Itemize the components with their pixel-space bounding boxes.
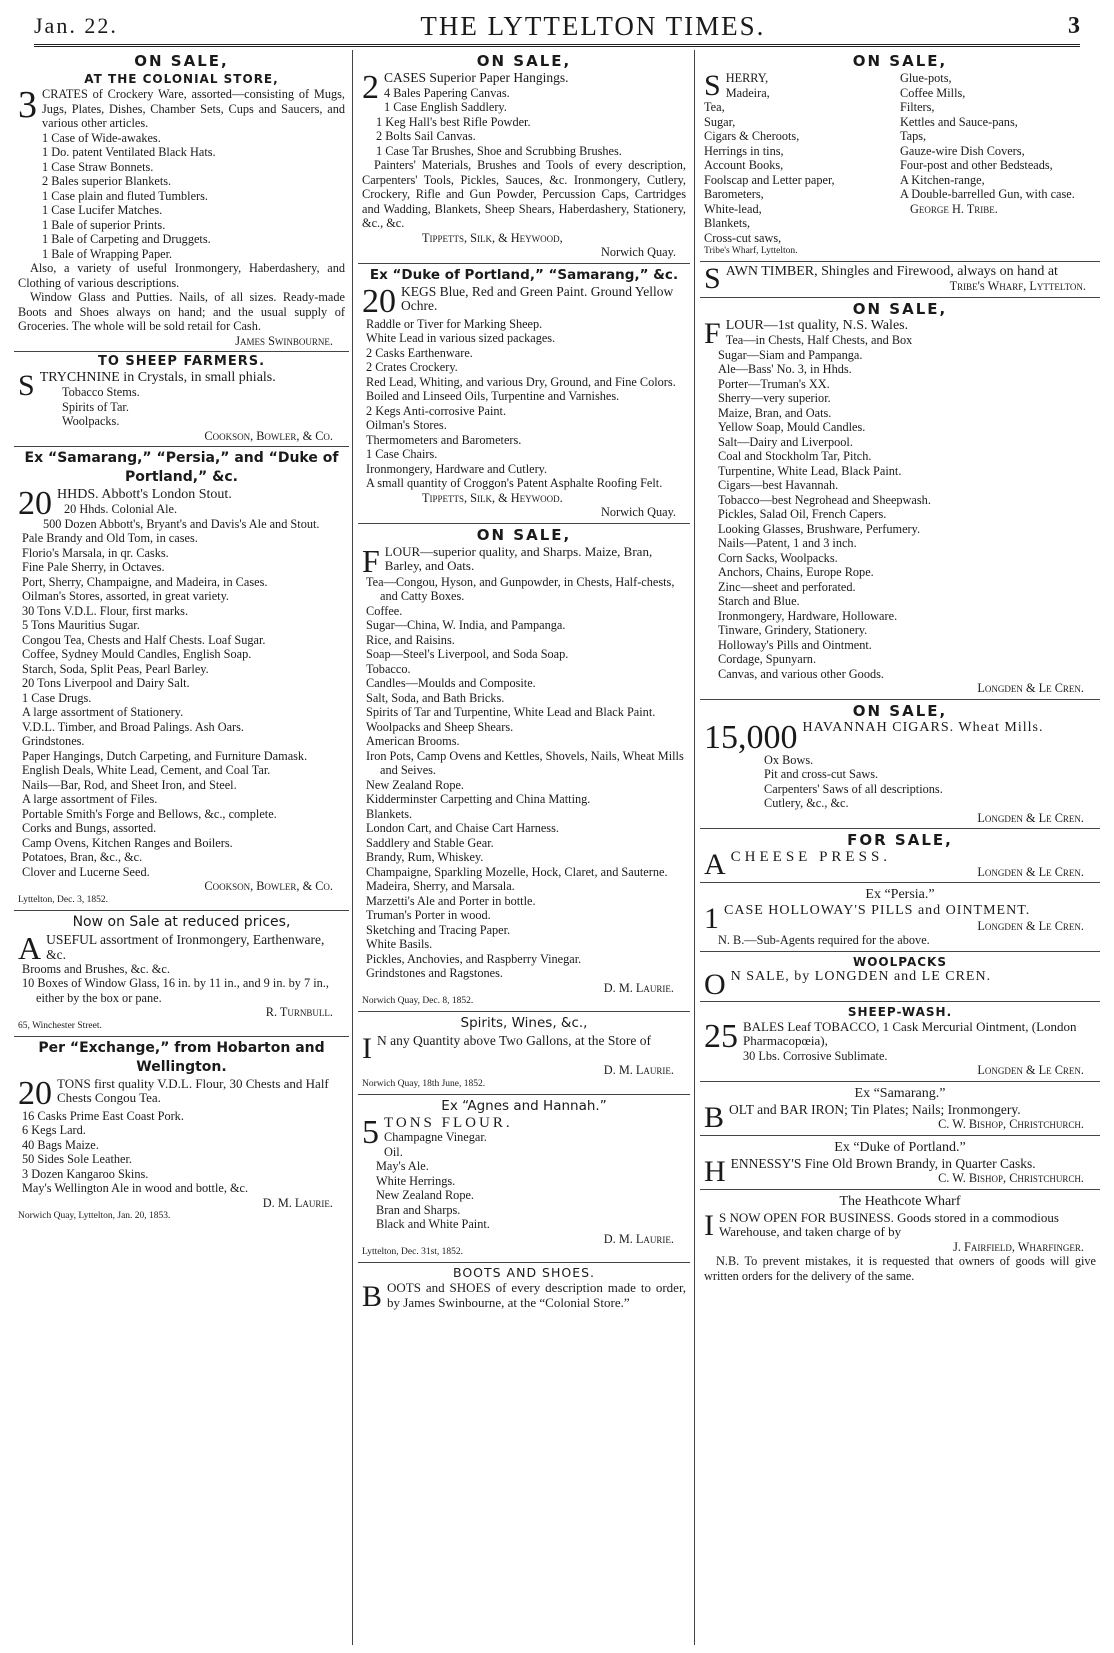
list-item: Port, Sherry, Champaigne, and Madeira, in Cases.: [22, 574, 268, 589]
list-item: 30 Lbs. Corrosive Sublimate.: [743, 1048, 888, 1063]
ad-heading: TO SHEEP FARMERS.: [97, 354, 266, 369]
drop-cap: F: [704, 316, 721, 350]
drop-cap: A: [18, 929, 42, 966]
drop-cap: 20: [18, 485, 52, 522]
ad-signature: Tippetts, Silk, & Heywood,: [422, 230, 563, 245]
ad-dateline: Norwich Quay, Lyttelton, Jan. 20, 1853.: [18, 1211, 171, 1221]
list-item: 2 Casks Earthenware.: [366, 345, 473, 360]
list-item: Fine Pale Sherry, in Octaves.: [22, 560, 165, 574]
list-item: Truman's Porter in wood.: [366, 908, 491, 922]
list-item: Carpenters' Saws of all descriptions.: [764, 781, 943, 796]
list-item: HERRY,: [725, 71, 769, 85]
ad-signature: J. Fairfield, Wharfinger.: [953, 1239, 1084, 1254]
ad-heading: Now on Sale at reduced prices,: [72, 913, 291, 930]
advert-cigars: [700, 700, 1100, 830]
column-2: [358, 50, 690, 1645]
list-item: 1 Case plain and fluted Tumblers.: [42, 188, 208, 203]
list-item: Tobacco.: [366, 661, 411, 676]
ad-heading: Ex “Samarang,” “Persia,” and “Duke of Portland,” &c.: [24, 450, 339, 485]
list-item: Foolscap and Letter paper,: [704, 172, 835, 187]
list-item: Iron Pots, Camp Ovens and Kettles, Shovels, Nails, Wheat Mills and Seives.: [366, 748, 684, 777]
item-list: [704, 753, 1096, 811]
advert-woolpacks: [700, 952, 1100, 1002]
ad-intro: ENNESSY'S Fine Old Brown Brandy, in Quarter Casks.: [730, 1155, 1036, 1171]
list-item: Looking Glasses, Brushware, Perfumery.: [718, 521, 921, 536]
list-item: Congou Tea, Chests and Half Chests. Loaf Sugar.: [22, 632, 266, 647]
ad-heading: ON SALE,: [476, 525, 572, 544]
list-item: 6 Kegs Lard.: [22, 1123, 86, 1137]
ad-heading: ON SALE,: [852, 299, 948, 318]
list-item: Sketching and Tracing Paper.: [366, 922, 511, 937]
ad-dateline: Norwich Quay, Dec. 8, 1852.: [362, 996, 474, 1006]
list-item: Ironmongery, Hardware, Holloware.: [718, 608, 898, 623]
advert-hennessy: [700, 1136, 1100, 1190]
ad-signature: R. Turnbull.: [265, 1005, 333, 1019]
list-item: Oilman's Stores, assorted, in great variety.: [22, 589, 229, 603]
list-item: Saddlery and Stable Gear.: [366, 835, 494, 850]
list-item: Glue-pots,: [900, 71, 952, 85]
list-item: 16 Casks Prime East Coast Pork.: [22, 1108, 184, 1123]
list-item: Yellow Soap, Mould Candles.: [718, 420, 866, 434]
list-item: Sugar,: [704, 114, 736, 129]
ad-heading: ON SALE,: [134, 52, 229, 70]
list-item: Sugar—Siam and Pampanga.: [718, 347, 863, 362]
ad-dateline: 65, Winchester Street.: [18, 1020, 102, 1031]
list-item: Red Lead, Whiting, and various Dry, Ground, and Fine Colors.: [366, 374, 676, 389]
list-item: Marzetti's Ale and Porter in bottle.: [366, 893, 536, 908]
list-item: Four-post and other Bedsteads,: [900, 158, 1053, 172]
list-item: Soap—Steel's Liverpool, and Soda Soap.: [366, 647, 569, 661]
advert-tribe: [700, 50, 1100, 262]
list-item: Zinc—sheet and perforated.: [718, 579, 856, 594]
list-item: 1 Case Drugs.: [22, 690, 92, 705]
list-item: Oil.: [384, 1144, 403, 1159]
item-list: [704, 333, 1096, 681]
ad-signature: Longden & Le Cren.: [977, 681, 1084, 695]
list-item: 2 Crates Crockery.: [366, 360, 458, 374]
ad-heading: ON SALE,: [852, 701, 948, 720]
ad-intro: LOUR—superior quality, and Sharps. Maize, Bran, Barley, and Oats.: [384, 543, 653, 573]
ad-intro: HAVANNAH CIGARS. Wheat Mills.: [802, 719, 1044, 735]
drop-cap: 15,000: [704, 718, 798, 756]
drop-cap: I: [362, 1032, 372, 1065]
ad-signature: James Swinbourne.: [235, 333, 333, 348]
list-right: [900, 71, 1096, 245]
drop-cap: S: [704, 69, 721, 102]
list-item: 4 Bales Papering Canvas.: [384, 85, 510, 100]
list-item: Oilman's Stores.: [366, 418, 447, 432]
issue-date: Jan. 22.: [34, 13, 118, 38]
ad-heading: Ex “Persia.”: [865, 887, 935, 902]
ad-signature: D. M. Laurie.: [262, 1195, 333, 1210]
list-item: 10 Boxes of Window Glass, 16 in. by 11 in., and 9 in. by 7 in., either by the box or pane.: [22, 976, 329, 1005]
list-item: 1 Case English Saddlery.: [384, 100, 507, 114]
drop-cap: S: [704, 262, 721, 295]
list-item: Potatoes, Bran, &c., &c.: [22, 850, 143, 864]
drop-cap: 5: [362, 1113, 379, 1151]
ad-note: N.B. To prevent mistakes, it is requested that owners of goods will give written orders for the delivery of the same.: [704, 1254, 1096, 1283]
list-item: Champagne Vinegar.: [384, 1130, 487, 1144]
ad-signature: Longden & Le Cren.: [977, 810, 1084, 825]
advert-longden-flour: [700, 298, 1100, 700]
column-rule: [352, 50, 353, 1645]
ad-signature: Longden & Le Cren.: [977, 918, 1084, 933]
ad-intro: CHEESE PRESS.: [730, 849, 892, 865]
list-left: [704, 71, 900, 245]
item-list: [18, 385, 345, 429]
list-item: Woolpacks and Sheep Shears.: [366, 719, 514, 734]
ad-heading: BOOTS AND SHOES.: [452, 1265, 596, 1280]
list-item: May's Wellington Ale in wood and bottle, &c.: [22, 1181, 249, 1195]
list-item: Corn Sacks, Woolpacks.: [718, 550, 838, 565]
drop-cap: 25: [704, 1017, 738, 1055]
ad-intro: OOTS and SHOES of every description made to order, by James Swinbourne, at the “Colonial Store.”: [387, 1280, 686, 1310]
ad-signature: Tippetts, Silk, & Heywood.: [422, 490, 563, 505]
ad-signature: D. M. Laurie.: [603, 1063, 674, 1077]
ad-intro: KEGS Blue, Red and Green Paint. Ground Yellow Ochre.: [401, 283, 674, 313]
ad-dateline: Tribe's Wharf, Lyttelton.: [704, 246, 798, 256]
ad-signature: D. M. Laurie.: [603, 1231, 674, 1246]
list-item: Porter—Truman's XX.: [718, 376, 830, 391]
list-item: V.D.L. Timber, and Broad Palings. Ash Oars.: [22, 719, 244, 734]
list-item: Maize, Bran, and Oats.: [718, 405, 832, 420]
list-item: 2 Bolts Sail Canvas.: [376, 129, 476, 143]
ad-intro: N SALE, by LONGDEN and LE CREN.: [730, 968, 992, 984]
advert-sawn-timber: [700, 262, 1100, 298]
list-item: Coffee.: [366, 603, 403, 618]
list-item: Bran and Sharps.: [376, 1202, 461, 1217]
advert-agnes-hannah: [358, 1095, 690, 1264]
advert-sheep-wash: [700, 1002, 1100, 1082]
list-item: 20 Hhds. Colonial Ale.: [64, 502, 178, 516]
list-item: White-lead,: [704, 201, 762, 216]
list-item: 30 Tons V.D.L. Flour, first marks.: [22, 603, 189, 618]
list-item: 1 Bale of superior Prints.: [42, 217, 166, 232]
list-item: Camp Ovens, Kitchen Ranges and Boilers.: [22, 835, 233, 850]
list-item: English Deals, White Lead, Cement, and Coal Tar.: [22, 763, 271, 777]
list-item: Thermometers and Barometers.: [366, 432, 522, 447]
ad-dateline: Lyttelton, Dec. 3, 1852.: [18, 894, 108, 905]
drop-cap: 20: [18, 1074, 52, 1112]
list-item: Taps,: [900, 129, 927, 143]
list-item: Nails—Patent, 1 and 3 inch.: [718, 536, 857, 550]
ad-signature: Cookson, Bowler, & Co.: [204, 879, 333, 893]
advert-bar-iron: [700, 1082, 1100, 1136]
list-item: Coffee Mills,: [900, 85, 966, 100]
list-item: A Kitchen-range,: [900, 172, 985, 187]
ad-heading: ON SALE,: [852, 52, 948, 70]
ad-dateline: Lyttelton, Dec. 31st, 1852.: [362, 1247, 464, 1257]
list-item: Pickles, Anchovies, and Raspberry Vinegar.: [366, 951, 582, 966]
masthead: [34, 8, 1080, 47]
advert-samarang-persia: [14, 447, 349, 911]
list-item: Cigars—best Havannah.: [718, 478, 839, 492]
list-item: Kidderminster Carpetting and China Matting.: [366, 792, 591, 806]
list-item: Blankets,: [704, 216, 751, 230]
list-item: Pit and cross-cut Saws.: [764, 767, 879, 781]
list-item: 50 Sides Sole Leather.: [22, 1152, 132, 1166]
list-item: 1 Bale of Wrapping Paper.: [42, 246, 173, 261]
list-item: Candles—Moulds and Composite.: [366, 676, 536, 690]
list-item: Holloway's Pills and Ointment.: [718, 637, 872, 652]
list-item: 1 Do. patent Ventilated Black Hats.: [42, 145, 216, 159]
ad-heading: Ex “Duke of Portland,” “Samarang,” &c.: [369, 266, 679, 283]
ad-heading: FOR SALE,: [847, 831, 953, 849]
list-item: Tea,: [704, 100, 725, 114]
list-item: 40 Bags Maize.: [22, 1137, 99, 1152]
list-item: Cutlery, &c., &c.: [764, 796, 849, 810]
list-item: Sugar—China, W. India, and Pampanga.: [366, 618, 566, 632]
list-item: 5 Tons Mauritius Sugar.: [22, 618, 140, 632]
list-item: 1 Bale of Carpeting and Druggets.: [42, 232, 211, 246]
drop-cap: O: [704, 967, 726, 1001]
ad-intro: TONS first quality V.D.L. Flour, 30 Chests and Half Chests Congou Tea.: [57, 1075, 329, 1105]
list-item: Brandy, Rum, Whiskey.: [366, 850, 484, 864]
drop-cap: 20: [362, 282, 396, 320]
list-item: Ale—Bass' No. 3, in Hhds.: [718, 362, 852, 376]
ad-note: N. B.—Sub-Agents required for the above.: [718, 933, 930, 947]
ad-paragraph: Window Glass and Putties. Nails, of all sizes. Ready-made Boots and Shoes always on hand; and the usual supply of Groceries. The whole will be sold retail for Cash.: [18, 290, 345, 333]
ad-intro: OLT and BAR IRON; Tin Plates; Nails; Ironmongery.: [729, 1101, 1021, 1117]
ad-intro: HHDS. Abbott's London Stout.: [57, 487, 232, 502]
list-item: Account Books,: [704, 158, 784, 172]
advert-turnbull: [14, 911, 349, 1037]
list-item: White Lead in various sized packages.: [366, 331, 556, 345]
list-item: 1 Case of Wide-awakes.: [42, 130, 161, 145]
advert-sheep-farmers: [14, 352, 349, 447]
list-item: Champaigne, Sparkling Mozelle, Hock, Claret, and Sauterne.: [366, 864, 668, 879]
list-item: A large assortment of Stationery.: [22, 705, 184, 719]
ad-place: Norwich Quay.: [600, 505, 676, 519]
list-item: Tea—Congou, Hyson, and Gunpowder, in Chests, Half-chests, and Catty Boxes.: [366, 574, 675, 603]
advert-boots-shoes: [358, 1263, 690, 1314]
ad-intro: AWN TIMBER, Shingles and Firewood, always on hand at: [725, 264, 1058, 279]
list-item: Starch and Blue.: [718, 594, 800, 608]
column-rule: [694, 50, 695, 1645]
ad-heading: ON SALE,: [476, 52, 572, 70]
list-item: Clover and Lucerne Seed.: [22, 864, 150, 879]
ad-intro: LOUR—1st quality, N.S. Wales.: [725, 317, 909, 333]
drop-cap: A: [704, 848, 726, 881]
list-item: Spirits of Tar.: [62, 399, 129, 414]
column-3: [700, 50, 1100, 1645]
drop-cap: B: [704, 1100, 725, 1134]
ad-subheading: AT THE COLONIAL STORE,: [84, 72, 279, 86]
list-item: Salt—Dairy and Liverpool.: [718, 434, 853, 449]
list-item: A small quantity of Croggon's Patent Asphalte Roofing Felt.: [366, 476, 663, 490]
list-item: Coal and Stockholm Tar, Pitch.: [718, 449, 872, 463]
drop-cap: F: [362, 542, 380, 579]
list-item: 20 Tons Liverpool and Dairy Salt.: [22, 676, 190, 690]
list-item: Cigars & Cheroots,: [704, 129, 800, 143]
ad-signature: D. M. Laurie.: [603, 980, 674, 995]
ad-signature: Longden & Le Cren.: [977, 1063, 1084, 1077]
ad-heading: Ex “Samarang.”: [854, 1085, 946, 1101]
list-item: May's Ale.: [376, 1159, 429, 1173]
list-item: White Basils.: [366, 937, 433, 951]
drop-cap: I: [704, 1208, 714, 1242]
ad-intro: TRYCHNINE in Crystals, in small phials.: [39, 370, 276, 385]
list-item: Turpentine, White Lead, Black Paint.: [718, 463, 902, 478]
list-item: American Brooms.: [366, 734, 460, 748]
ad-heading: The Heathcote Wharf: [839, 1193, 961, 1209]
list-item: Woolpacks.: [62, 414, 120, 428]
ad-signature: C. W. Bishop, Christchurch.: [938, 1171, 1084, 1185]
list-item: 2 Bales superior Blankets.: [42, 174, 172, 188]
list-item: Tobacco Stems.: [62, 385, 140, 399]
drop-cap: B: [362, 1280, 383, 1313]
list-item: New Zealand Rope.: [376, 1188, 474, 1202]
advert-cheese-press: [700, 829, 1100, 883]
ad-intro: CRATES of Crockery Ware, assorted—consisting of Mugs, Jugs, Plates, Dishes, Chamber Sets, Cups and Saucers, and various other articles.: [42, 87, 345, 130]
ad-dateline: Norwich Quay, 18th June, 1852.: [362, 1078, 486, 1089]
ad-heading: WOOLPACKS: [852, 954, 947, 969]
list-item: Rice, and Raisins.: [366, 632, 455, 647]
ad-intro: BALES Leaf TOBACCO, 1 Cask Mercurial Ointment, (London Pharmacopœia),: [743, 1018, 1077, 1048]
list-item: 1 Case Chairs.: [366, 447, 438, 461]
list-item: London Cart, and Chaise Cart Harness.: [366, 821, 559, 835]
ad-intro: TONS FLOUR.: [384, 1114, 513, 1131]
ad-signature: Longden & Le Cren.: [977, 864, 1084, 879]
list-item: Pale Brandy and Old Tom, in cases.: [22, 531, 198, 545]
column-1: [14, 50, 349, 1645]
list-item: Anchors, Chains, Europe Rope.: [718, 565, 874, 579]
ad-heading: Ex “Duke of Portland.”: [834, 1139, 966, 1155]
ad-intro: CASE HOLLOWAY'S PILLS and OINTMENT.: [724, 903, 1031, 918]
list-item: A Double-barrelled Gun, with case.: [900, 187, 1075, 201]
list-item: Madeira,: [725, 85, 770, 100]
ad-intro: USEFUL assortment of Ironmongery, Earthenware, &c.: [46, 931, 325, 962]
list-item: Herrings in tins,: [704, 143, 784, 158]
two-column-list: [704, 71, 1096, 245]
list-item: 1 Keg Hall's best Rifle Powder.: [376, 114, 531, 129]
advert-holloway: [700, 883, 1100, 952]
ad-heading: Ex “Agnes and Hannah.”: [441, 1097, 607, 1114]
list-item: Paper Hangings, Dutch Carpeting, and Furniture Damask.: [22, 748, 308, 763]
advert-spirits-wines: [358, 1012, 690, 1095]
drop-cap: 3: [18, 84, 37, 126]
list-item: Raddle or Tiver for Marking Sheep.: [366, 316, 543, 331]
ad-intro: S NOW OPEN FOR BUSINESS. Goods stored in a commodious Warehouse, and taken charge of by: [719, 1209, 1059, 1239]
list-item: Coffee, Sydney Mould Candles, English Soap.: [22, 647, 252, 661]
list-item: Ironmongery, Hardware and Cutlery.: [366, 461, 548, 476]
list-item: Tinware, Grindery, Stationery.: [718, 623, 868, 637]
page-number: 3: [1067, 12, 1080, 39]
list-item: Gauze-wire Dish Covers,: [900, 143, 1025, 158]
advert-exchange: [14, 1037, 349, 1227]
ad-paragraph: Painters' Materials, Brushes and Tools of every description, Carpenters' Tools, Pickles, Sauces, &c. Ironmongery, Cutlery, Crockery, Rifle and Gun Powder, Percussion Caps, Cartridges and Wadding, Blankets, Sheep Shears, Haberdashery, Stationery, &c., &c.: [362, 158, 686, 230]
item-list: [18, 131, 345, 262]
ad-heading: Spirits, Wines, &c.,: [460, 1015, 588, 1031]
list-item: Corks and Bungs, assorted.: [22, 821, 157, 835]
advert-heathcote-wharf: [700, 1190, 1100, 1287]
ad-intro: N any Quantity above Two Gallons, at the Store of: [377, 1033, 652, 1048]
list-item: Tea—in Chests, Half Chests, and Box: [725, 333, 913, 347]
list-item: Cordage, Spunyarn.: [718, 652, 817, 666]
list-item: Tobacco—best Negrohead and Sheepwash.: [718, 492, 931, 507]
list-item: Ox Bows.: [764, 752, 814, 767]
ad-signature: Cookson, Bowler, & Co.: [204, 428, 333, 443]
item-list: [362, 1130, 686, 1232]
list-item: 1 Case Tar Brushes, Shoe and Scrubbing Brushes.: [376, 143, 622, 158]
newspaper-title: THE LYTTELTON TIMES.: [420, 10, 766, 41]
item-list: [362, 86, 686, 159]
list-item: Nails—Bar, Rod, and Sheet Iron, and Steel.: [22, 777, 237, 792]
list-item: White Herrings.: [376, 1173, 456, 1188]
list-item: Madeira, Sherry, and Marsala.: [366, 879, 515, 893]
drop-cap: H: [704, 1154, 726, 1188]
ad-heading: Per “Exchange,” from Hobarton and Wellington.: [38, 1039, 325, 1075]
ad-paragraph: Also, a variety of useful Ironmongery, Haberdashery, and Clothing of various descriptions.: [18, 261, 345, 290]
list-item: 2 Kegs Anti-corrosive Paint.: [366, 403, 507, 418]
list-item: 1 Case Lucifer Matches.: [42, 203, 163, 217]
list-item: New Zealand Rope.: [366, 777, 464, 792]
ad-heading: SHEEP-WASH.: [847, 1004, 953, 1019]
list-item: Canvas, and various other Goods.: [718, 666, 884, 681]
list-item: A large assortment of Files.: [22, 792, 158, 806]
list-item: Pickles, Salad Oil, French Capers.: [718, 507, 887, 521]
list-item: Starch, Soda, Split Peas, Pearl Barley.: [22, 661, 209, 676]
list-item: Portable Smith's Forge and Bellows, &c., complete.: [22, 806, 277, 821]
list-item: Kettles and Sauce-pans,: [900, 114, 1018, 129]
list-item: Cross-cut saws,: [704, 230, 782, 245]
list-item: Grindstones.: [22, 734, 85, 748]
ad-intro: CASES Superior Paper Hangings.: [384, 70, 569, 85]
drop-cap: 2: [362, 69, 379, 106]
list-item: Grindstones and Ragstones.: [366, 966, 503, 980]
drop-cap: 1: [704, 902, 719, 935]
advert-laurie-flour: [358, 524, 690, 1013]
list-item: Filters,: [900, 100, 935, 114]
ad-signature: C. W. Bishop, Christchurch.: [938, 1117, 1084, 1131]
list-item: Florio's Marsala, in qr. Casks.: [22, 545, 169, 560]
item-list: [18, 502, 345, 879]
ad-place: Tribe's Wharf, Lyttelton.: [949, 279, 1086, 293]
ad-signature: George H. Tribe.: [910, 201, 998, 216]
drop-cap: S: [18, 369, 35, 402]
list-item: Blankets.: [366, 806, 413, 821]
advert-colonial-store: [14, 50, 349, 352]
advert-paint: [358, 264, 690, 524]
list-item: Salt, Soda, and Bath Bricks.: [366, 690, 505, 705]
list-item: Sherry—very superior.: [718, 391, 831, 405]
list-item: Brooms and Brushes, &c. &c.: [22, 961, 170, 976]
list-item: Black and White Paint.: [376, 1217, 490, 1231]
list-item: Spirits of Tar and Turpentine, White Lead and Black Paint.: [366, 705, 656, 719]
list-item: 3 Dozen Kangaroo Skins.: [22, 1166, 149, 1181]
list-item: 500 Dozen Abbott's, Bryant's and Davis's Ale and Stout.: [43, 516, 320, 531]
list-item: Barometers,: [704, 187, 764, 201]
advert-paper-hangings: [358, 50, 690, 264]
list-item: Boiled and Linseed Oils, Turpentine and Varnishes.: [366, 389, 620, 403]
ad-place: Norwich Quay.: [600, 245, 676, 259]
list-item: 1 Case Straw Bonnets.: [42, 159, 154, 174]
